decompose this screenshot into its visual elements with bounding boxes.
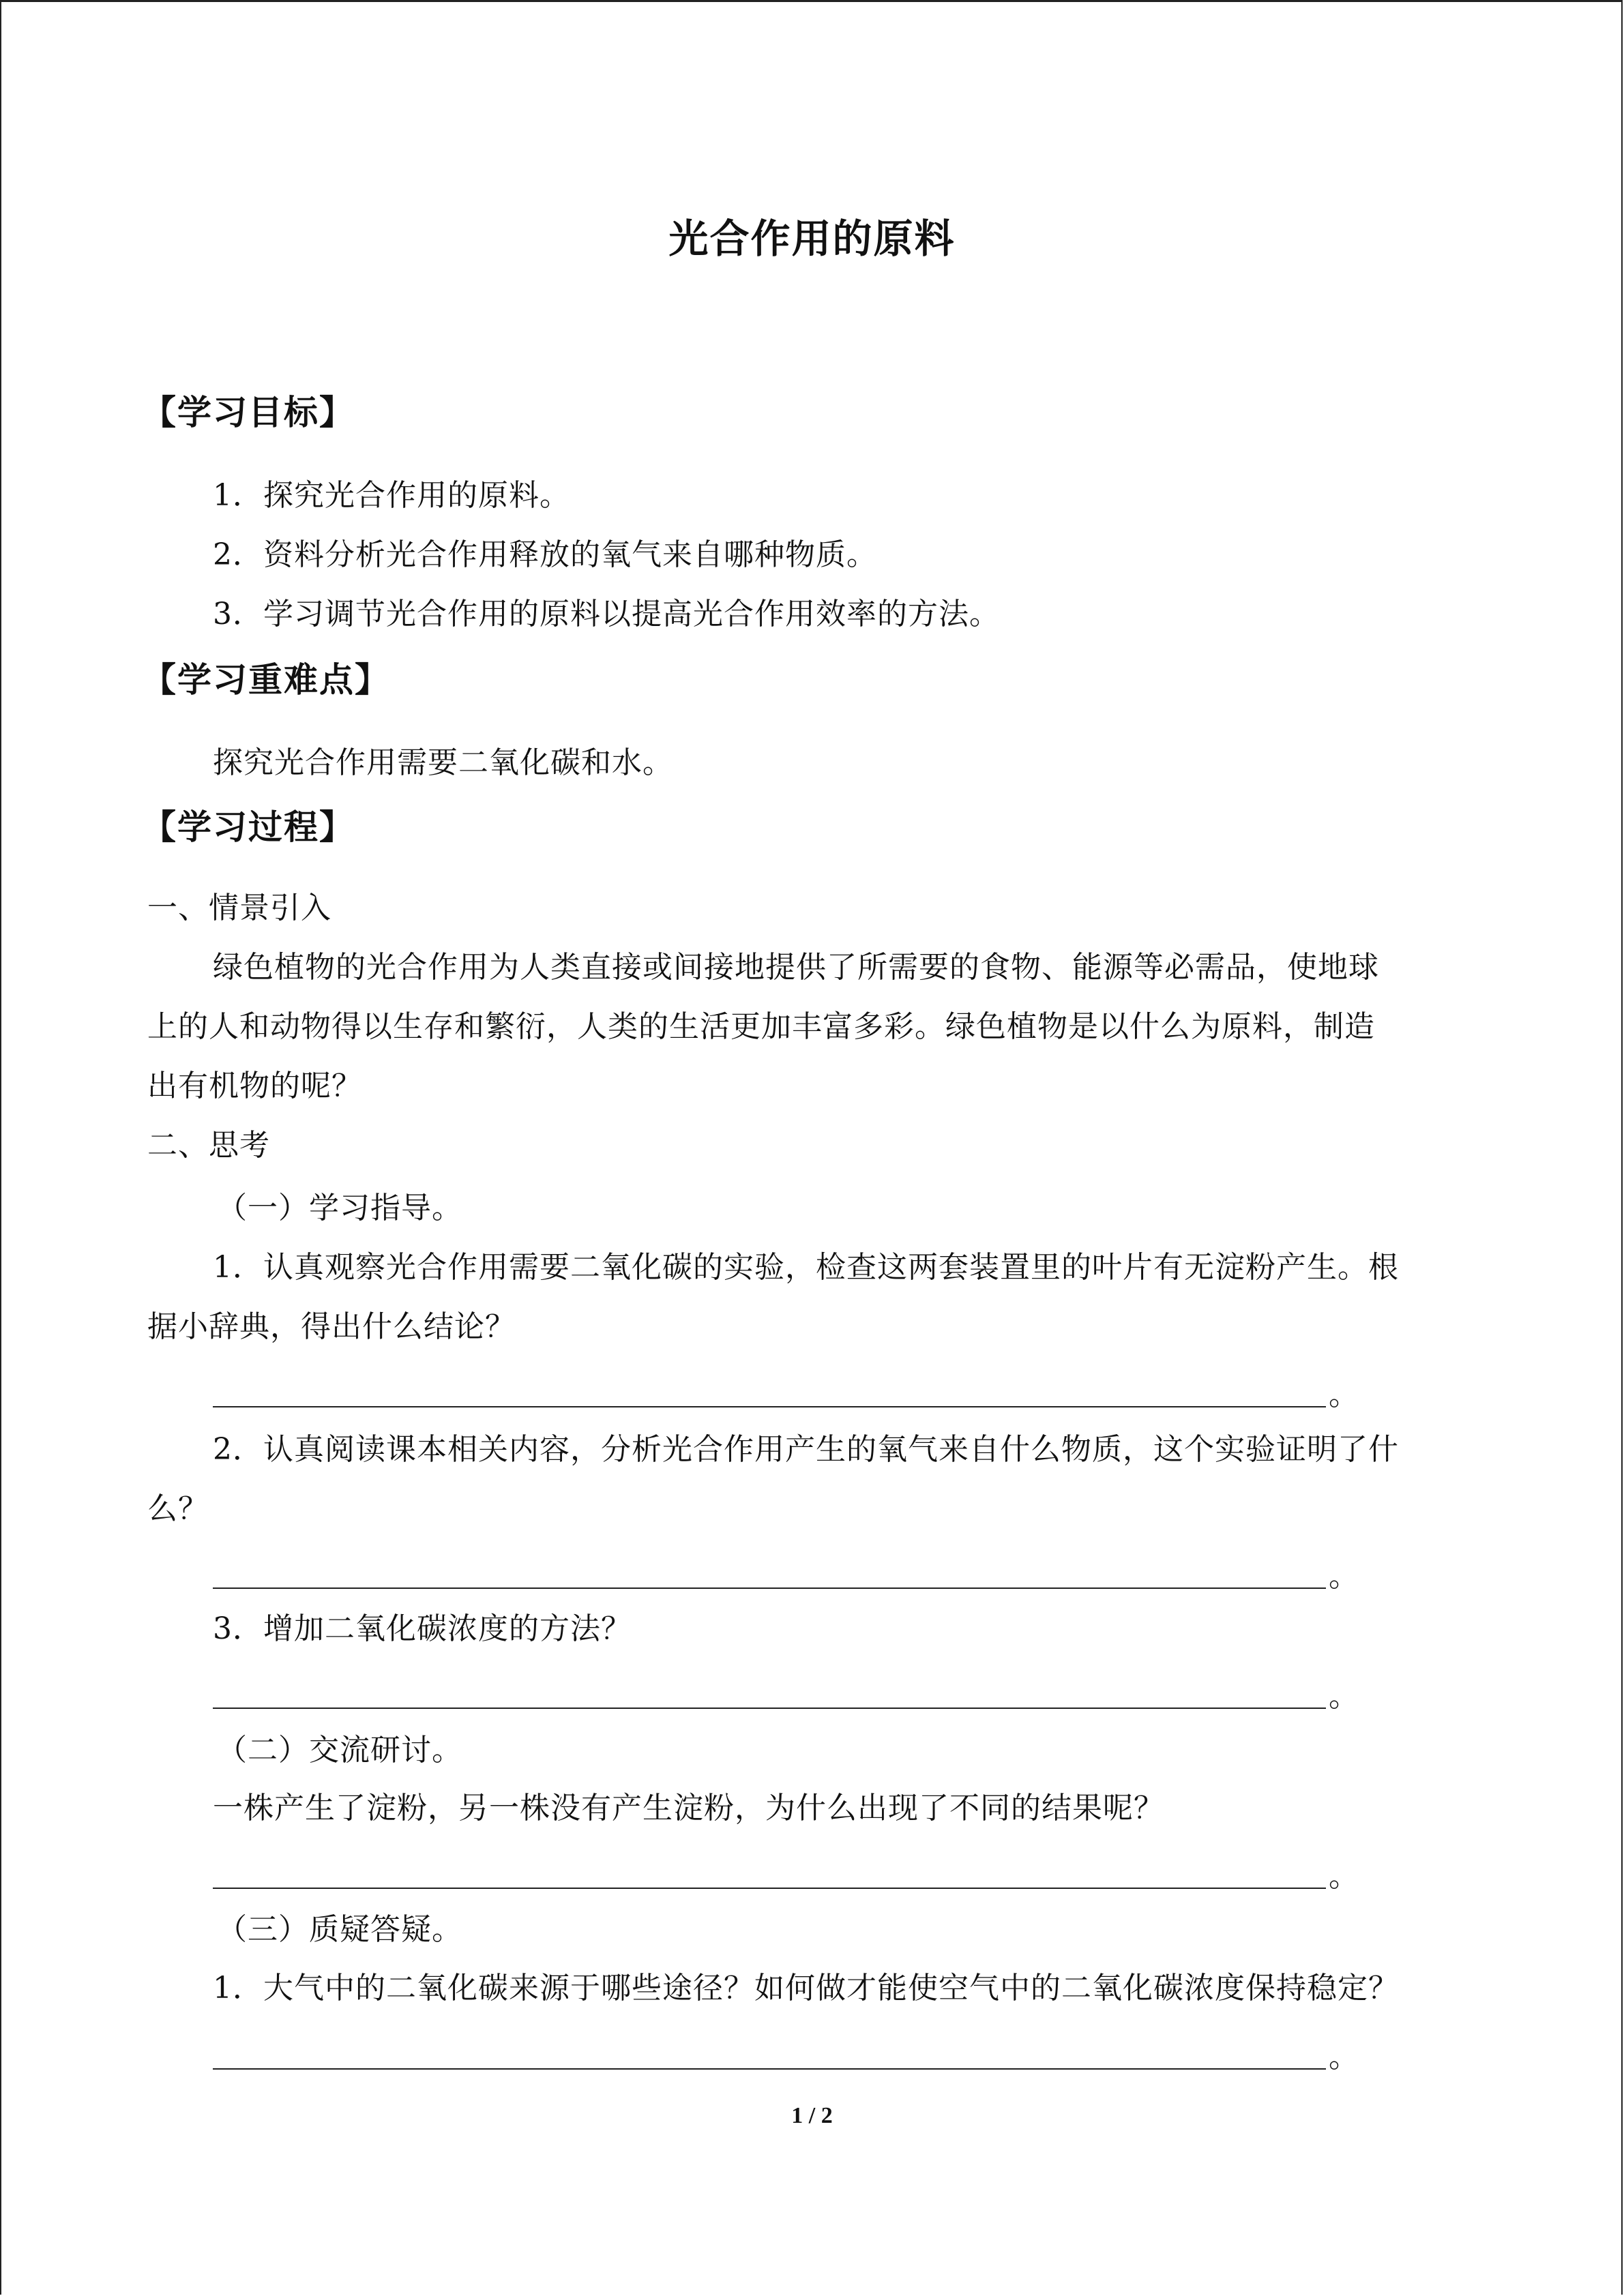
answer-underline — [213, 1587, 1326, 1589]
answer-blank-5[interactable] — [213, 2036, 1359, 2079]
subsection-guide-title: （一）学习指导。 — [217, 1191, 462, 1225]
page-number: 1 / 2 — [791, 2103, 833, 2128]
answer-blank-4[interactable] — [213, 1855, 1359, 1898]
blank-period: 。 — [1329, 1559, 1359, 1594]
question-1-line-2: 据小辞典，得出什么结论？ — [147, 1309, 516, 1344]
question-3: 3．增加二氧化碳浓度的方法？ — [213, 1611, 632, 1646]
section-think-title: 二、思考 — [147, 1128, 270, 1163]
answer-underline — [213, 1708, 1326, 1709]
question-2-line-1: 2．认真阅读课本相关内容，分析光合作用产生的氧气来自什么物质，这个实验证明了什 — [213, 1432, 1399, 1467]
blank-period: 。 — [1329, 1679, 1359, 1714]
answer-underline — [213, 2068, 1326, 2070]
discussion-question: 一株产生了淀粉，另一株没有产生淀粉，为什么出现了不同的结果呢？ — [213, 1791, 1164, 1825]
qa-question-1: 1．大气中的二氧化碳来源于哪些途径？如何做才能使空气中的二氧化碳浓度保持稳定？ — [213, 1971, 1399, 2006]
answer-underline — [213, 1888, 1326, 1889]
blank-period: 。 — [1329, 1377, 1359, 1412]
answer-underline — [213, 1406, 1326, 1407]
intro-paragraph-line-2: 上的人和动物得以生存和繁衍，人类的生活更加丰富多彩。绿色植物是以什么为原料，制造 — [147, 1009, 1375, 1044]
blank-period: 。 — [1329, 1859, 1359, 1894]
blank-period: 。 — [1329, 2040, 1359, 2074]
question-1-line-1: 1．认真观察光合作用需要二氧化碳的实验，检查这两套装置里的叶片有无淀粉产生。根 — [213, 1250, 1399, 1285]
answer-blank-1[interactable] — [213, 1373, 1359, 1417]
question-2-line-2: 么？ — [147, 1491, 209, 1526]
document-title: 光合作用的原料 — [668, 215, 956, 262]
subsection-discussion-title: （二）交流研讨。 — [217, 1733, 462, 1768]
heading-learning-process: 【学习过程】 — [142, 807, 355, 847]
key-points-text: 探究光合作用需要二氧化碳和水。 — [213, 745, 673, 780]
goal-item-2: 2．资料分析光合作用释放的氧气来自哪种物质。 — [213, 537, 877, 572]
section-intro-title: 一、情景引入 — [147, 891, 331, 925]
intro-paragraph-line-1: 绿色植物的光合作用为人类直接或间接地提供了所需要的食物、能源等必需品，使地球 — [213, 950, 1379, 985]
subsection-qa-title: （三）质疑答疑。 — [217, 1912, 462, 1947]
answer-blank-2[interactable] — [213, 1555, 1359, 1598]
heading-learning-goals: 【学习目标】 — [142, 393, 355, 432]
goal-item-3: 3．学习调节光合作用的原料以提高光合作用效率的方法。 — [213, 597, 1000, 631]
answer-blank-3[interactable] — [213, 1675, 1359, 1718]
intro-paragraph-line-3: 出有机物的呢？ — [147, 1069, 362, 1103]
heading-key-points: 【学习重难点】 — [142, 660, 390, 700]
goal-item-1: 1．探究光合作用的原料。 — [213, 478, 570, 513]
